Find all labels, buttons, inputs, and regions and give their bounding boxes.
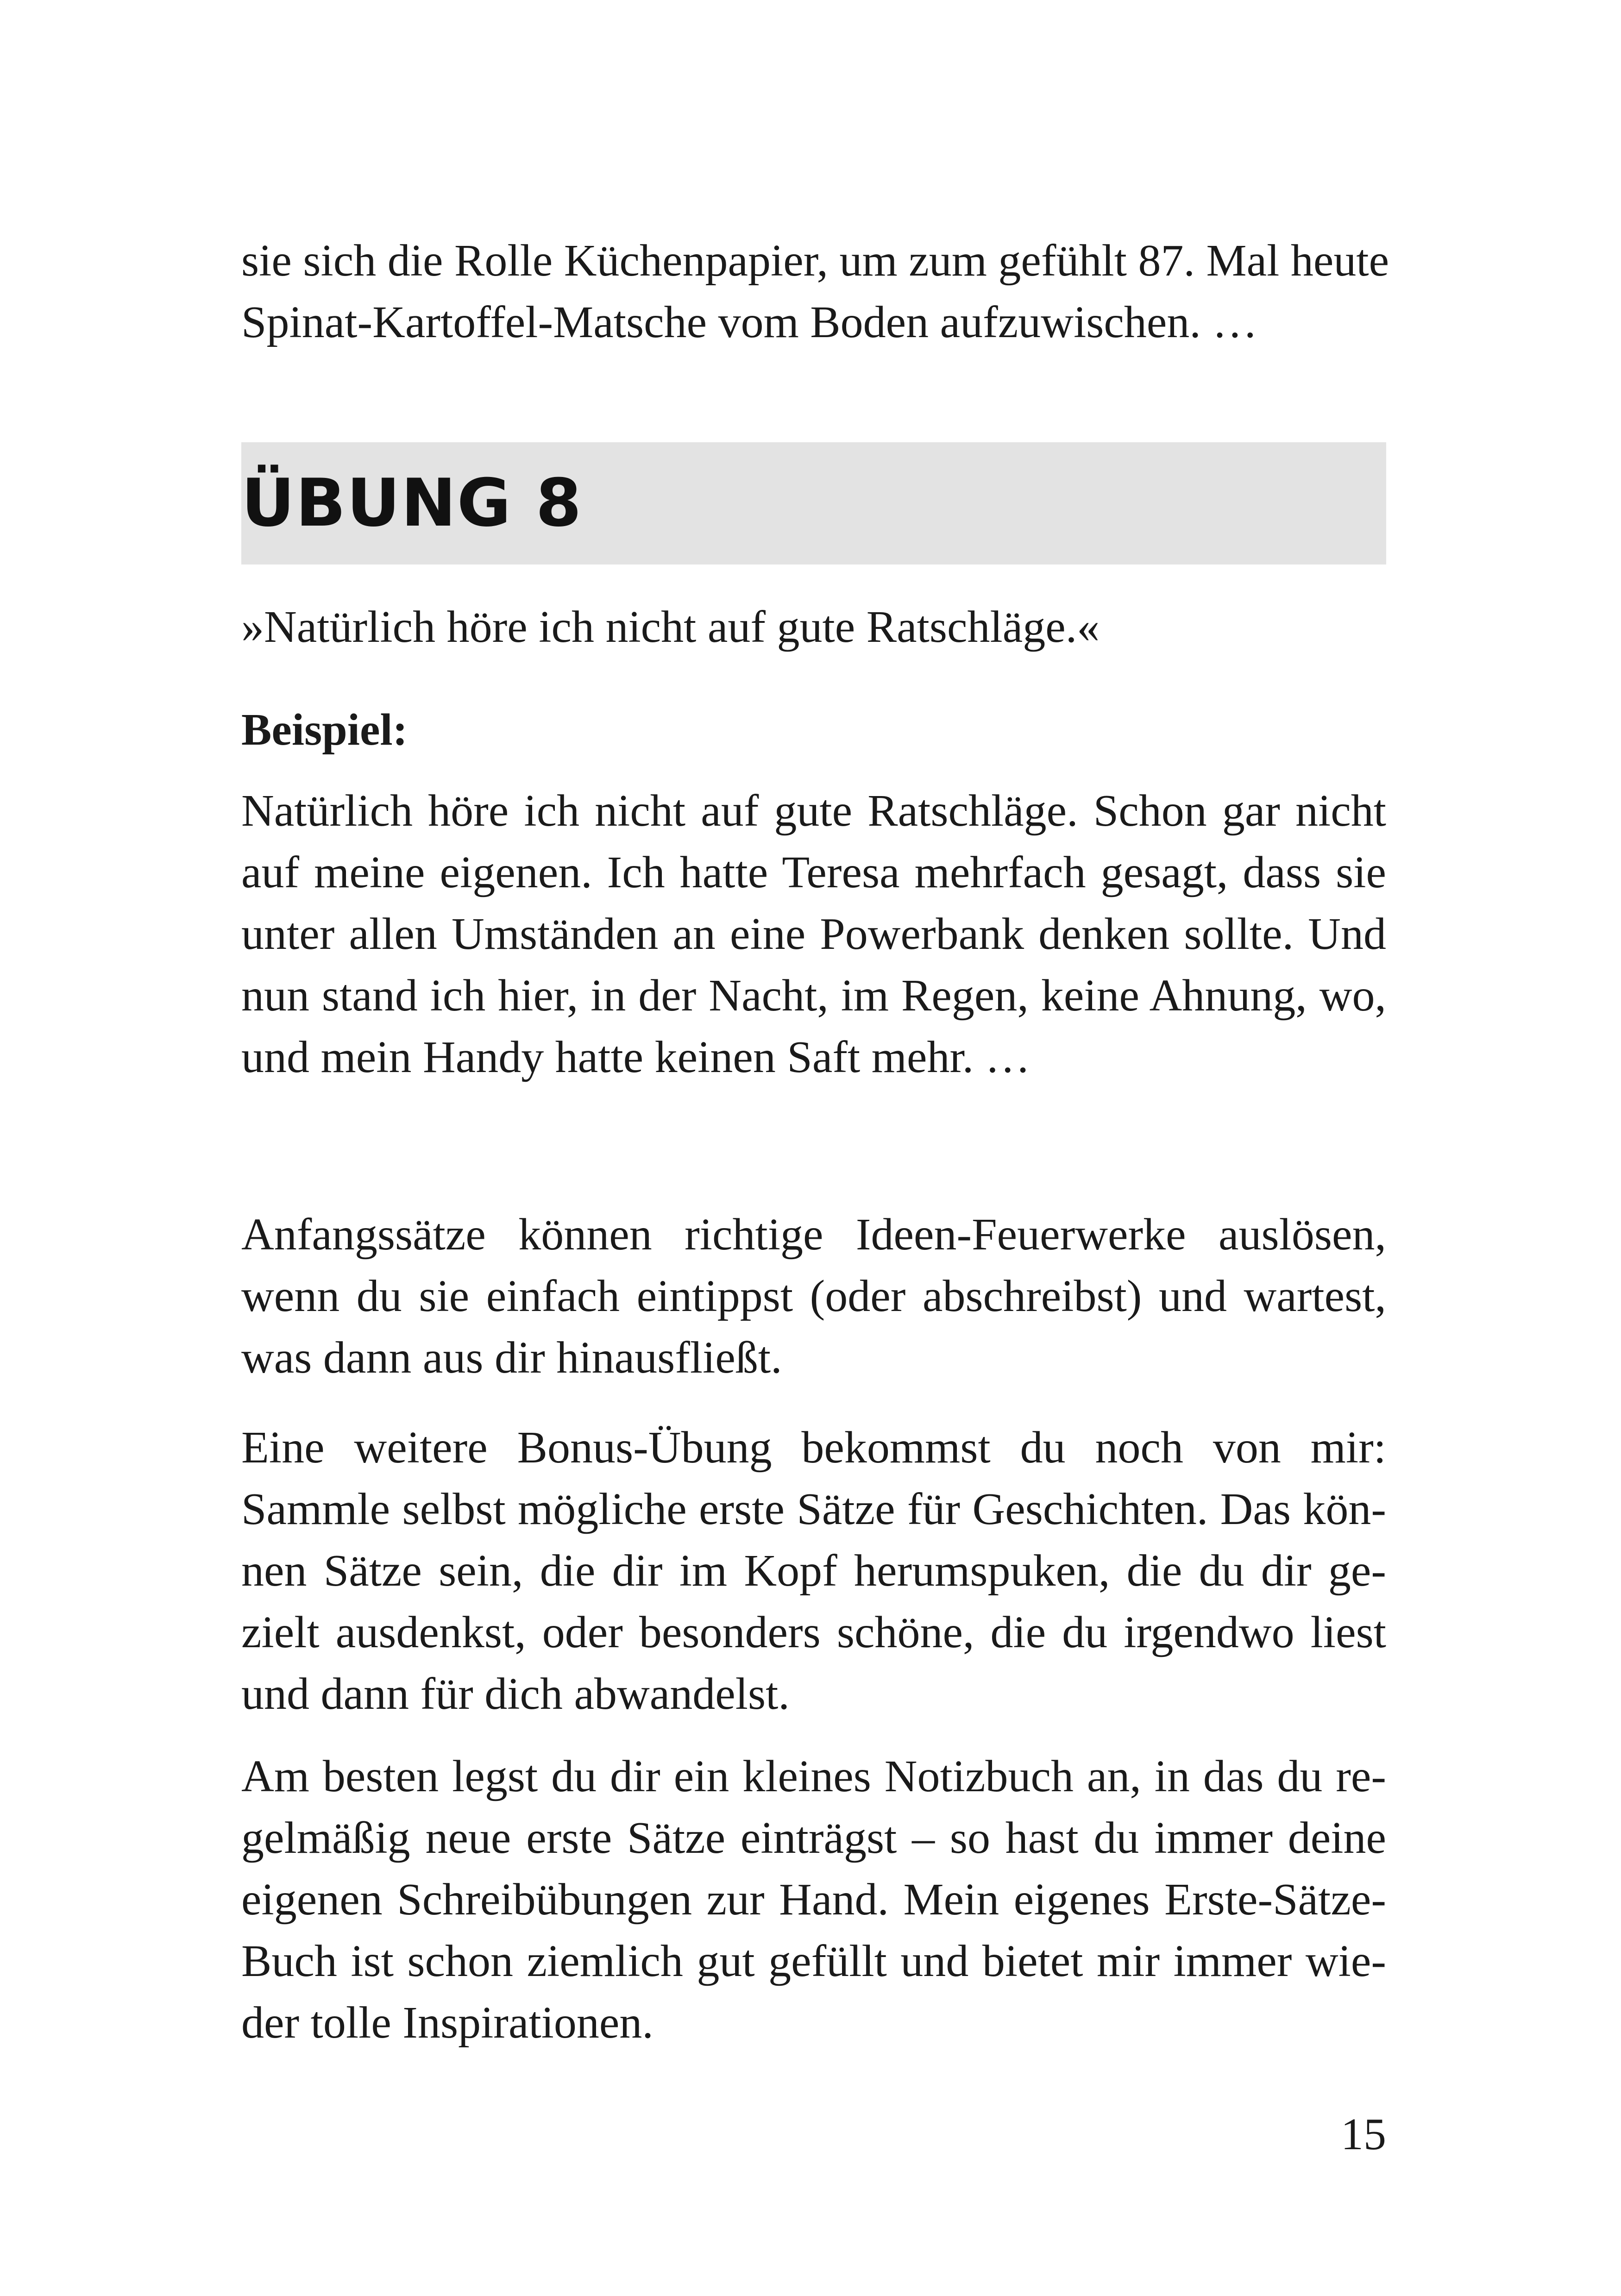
body-line: Anfangssätze können richtige Ideen-Feuerwerke auslösen, [241,1210,1386,1260]
body-paragraph-3 [241,1746,1386,2054]
prompt-sentence [241,596,1386,658]
body-line: der tolle Inspirationen. [241,1998,653,2048]
body-paragraph-2 [241,1417,1386,1725]
example-line: auf meine eigenen. Ich hatte Teresa mehrfach gesagt, dass sie [241,847,1386,897]
intro-paragraph [241,230,1389,353]
body-line: wenn du sie einfach eintippst (oder abschreibst) und wartest, [241,1271,1386,1321]
intro-line: sie sich die Rolle Küchenpapier, um zum gefühlt 87. Mal heute [241,236,1389,286]
body-line: Buch ist schon ziemlich gut gefüllt und bietet mir immer wie- [241,1936,1386,1986]
body-line: und dann für dich abwandelst. [241,1669,790,1719]
body-line: Eine weitere Bonus-Übung bekommst du noch von mir: [241,1423,1386,1473]
page-number: 15 [1341,2109,1386,2159]
intro-line: Spinat-Kartoffel-Matsche vom Boden aufzuwischen. … [241,297,1258,347]
example-line: nun stand ich hier, in der Nacht, im Regen, keine Ahnung, wo, [241,971,1386,1021]
exercise-heading: ÜBUNG 8 [241,465,583,541]
body-paragraph-1 [241,1204,1386,1389]
body-line: Am besten legst du dir ein kleines Notizbuch an, in das du re- [241,1751,1386,1801]
example-label-block [241,699,1386,761]
body-line: gelmäßig neue erste Sätze einträgst – so hast du immer deine [241,1813,1386,1863]
body-line: nen Sätze sein, die dir im Kopf herumspuken, die du dir ge- [241,1546,1386,1596]
example-line: unter allen Umständen an eine Powerbank denken sollte. Und [241,909,1386,959]
prompt-line: »Natürlich höre ich nicht auf gute Ratschläge.« [241,602,1100,652]
body-line: was dann aus dir hinausfließt. [241,1333,782,1383]
example-line: Natürlich höre ich nicht auf gute Ratschläge. Schon gar nicht [241,786,1386,836]
example-line: und mein Handy hatte keinen Saft mehr. … [241,1032,1030,1082]
body-line: zielt ausdenkst, oder besonders schöne, die du irgendwo liest [241,1607,1386,1657]
example-label: Beispiel: [241,705,408,755]
exercise-heading-bar [241,442,1386,565]
body-line: eigenen Schreibübungen zur Hand. Mein eigenes Erste-Sätze- [241,1875,1386,1925]
example-paragraph [241,780,1386,1088]
body-line: Sammle selbst mögliche erste Sätze für Geschichten. Das kön- [241,1484,1386,1534]
